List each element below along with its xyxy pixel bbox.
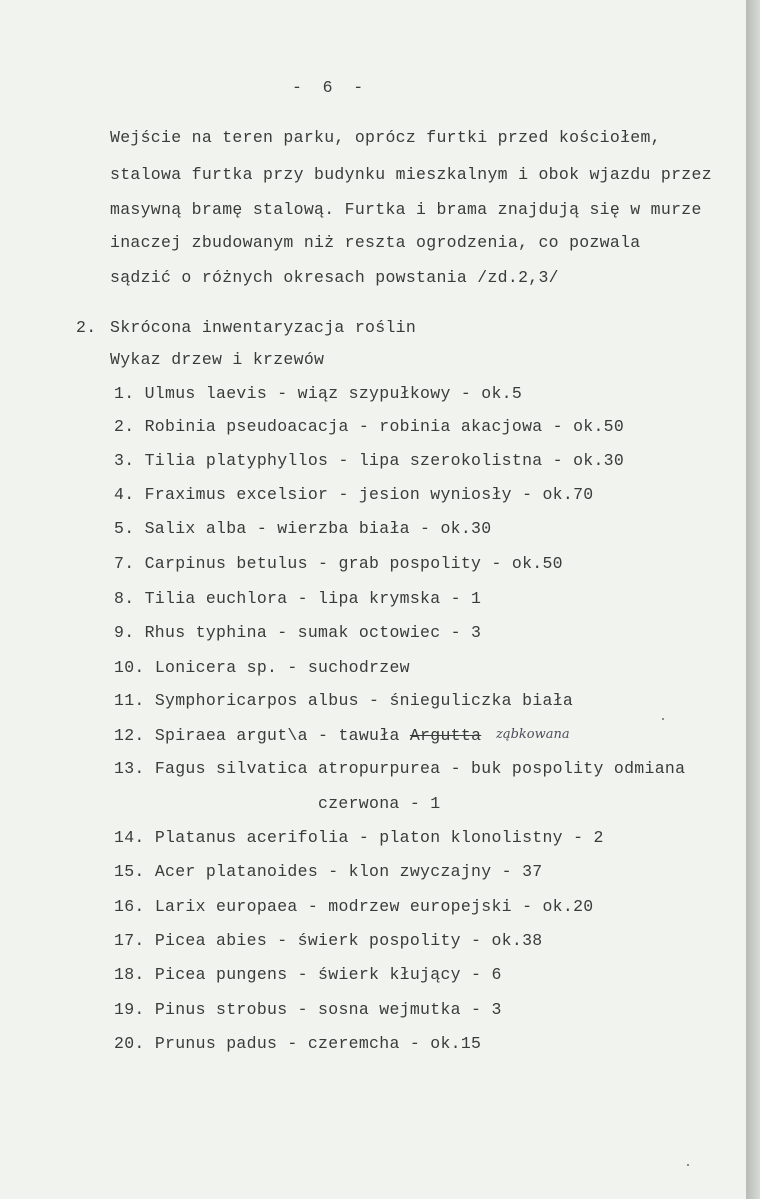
item-number: 2. [114,417,135,436]
item-number: 13. [114,759,145,778]
item-text: Fagus silvatica atropurpurea - buk pospolity odmiana [154,759,686,778]
intro-line: stalowa furtka przy budynku mieszkalnym i obok wjazdu przez [110,165,712,184]
list-item [114,485,593,505]
list-item [114,965,502,985]
item-number: 17. [114,931,145,950]
list-item [114,554,563,574]
item-text: Carpinus betulus - grab pospolity - ok.50 [144,554,563,573]
item-text: Salix alba - wierzba biała - ok.30 [144,519,492,538]
item-number: 15. [114,862,145,881]
struck-text: Argutta [409,726,482,745]
list-item [114,897,593,917]
list-item [114,623,481,643]
item-number: 14. [114,828,145,847]
list-item [114,691,573,711]
handwritten-correction: ząbkowana [496,727,570,742]
item-text: Pinus strobus - sosna wejmutka - 3 [154,1000,502,1019]
item-text: Fraximus excelsior - jesion wyniosły - ok.70 [144,485,594,504]
list-item [114,862,542,882]
list-item [114,1000,502,1020]
item-number: 16. [114,897,145,916]
item-number: 10. [114,658,145,677]
item-text: Larix europaea - modrzew europejski - ok.20 [154,897,594,916]
list-item [114,451,624,471]
item-text: Acer platanoides - klon zwyczajny - 37 [154,862,543,881]
page-edge-shadow [746,0,760,1199]
list-item [114,658,410,678]
item-number: 18. [114,965,145,984]
section-number: 2. [76,318,97,337]
list-item [114,931,542,951]
intro-line: sądzić o różnych okresach powstania /zd.2,3/ [110,268,559,287]
list-item [114,759,685,779]
section-subtitle: Wykaz drzew i krzewów [110,350,325,369]
list-item [114,828,604,848]
intro-line: inaczej zbudowanym niż reszta ogrodzenia, co pozwala [110,233,641,252]
item-text: Robinia pseudoacacja - robinia akacjowa - ok.50 [144,417,625,436]
item-text: Tilia platyphyllos - lipa szerokolistna - ok.30 [144,451,625,470]
list-item [114,726,481,746]
item-text: Picea abies - świerk pospolity - ok.38 [154,931,543,950]
list-item [114,519,491,539]
intro-line: masywną bramę stalową. Furtka i brama znajdują się w murze [110,200,702,219]
item-number: 4. [114,485,135,504]
item-text: Platanus acerifolia - platon klonolistny - 2 [154,828,604,847]
paper-speck [687,1164,689,1166]
item-number: 9. [114,623,135,642]
item-number: 11. [114,691,145,710]
list-item-continuation: czerwona - 1 [318,794,441,813]
paper-speck [662,718,664,720]
list-item [114,1034,481,1054]
item-number: 3. [114,451,135,470]
list-item [114,417,624,437]
list-item [114,384,522,404]
item-number: 7. [114,554,135,573]
item-number: 1. [114,384,135,403]
item-text: Ulmus laevis - wiąz szypułkowy - ok.5 [144,384,523,403]
item-number: 19. [114,1000,145,1019]
item-number: 12. [114,726,145,745]
section-title: Skrócona inwentaryzacja roślin [110,318,417,337]
item-text: Spiraea argut\a - tawuła [154,726,410,745]
item-text: Picea pungens - świerk kłujący - 6 [154,965,502,984]
intro-line: Wejście na teren parku, oprócz furtki przed kościołem, [110,128,661,147]
item-text: Rhus typhina - sumak octowiec - 3 [144,623,482,642]
item-text: Prunus padus - czeremcha - ok.15 [154,1034,482,1053]
item-number: 20. [114,1034,145,1053]
page-number: - 6 - [292,78,364,97]
item-text: Tilia euchlora - lipa krymska - 1 [144,589,482,608]
item-text: Lonicera sp. - suchodrzew [154,658,410,677]
item-text: Symphoricarpos albus - śnieguliczka biała [154,691,574,710]
item-number: 8. [114,589,135,608]
item-number: 5. [114,519,135,538]
list-item [114,589,481,609]
